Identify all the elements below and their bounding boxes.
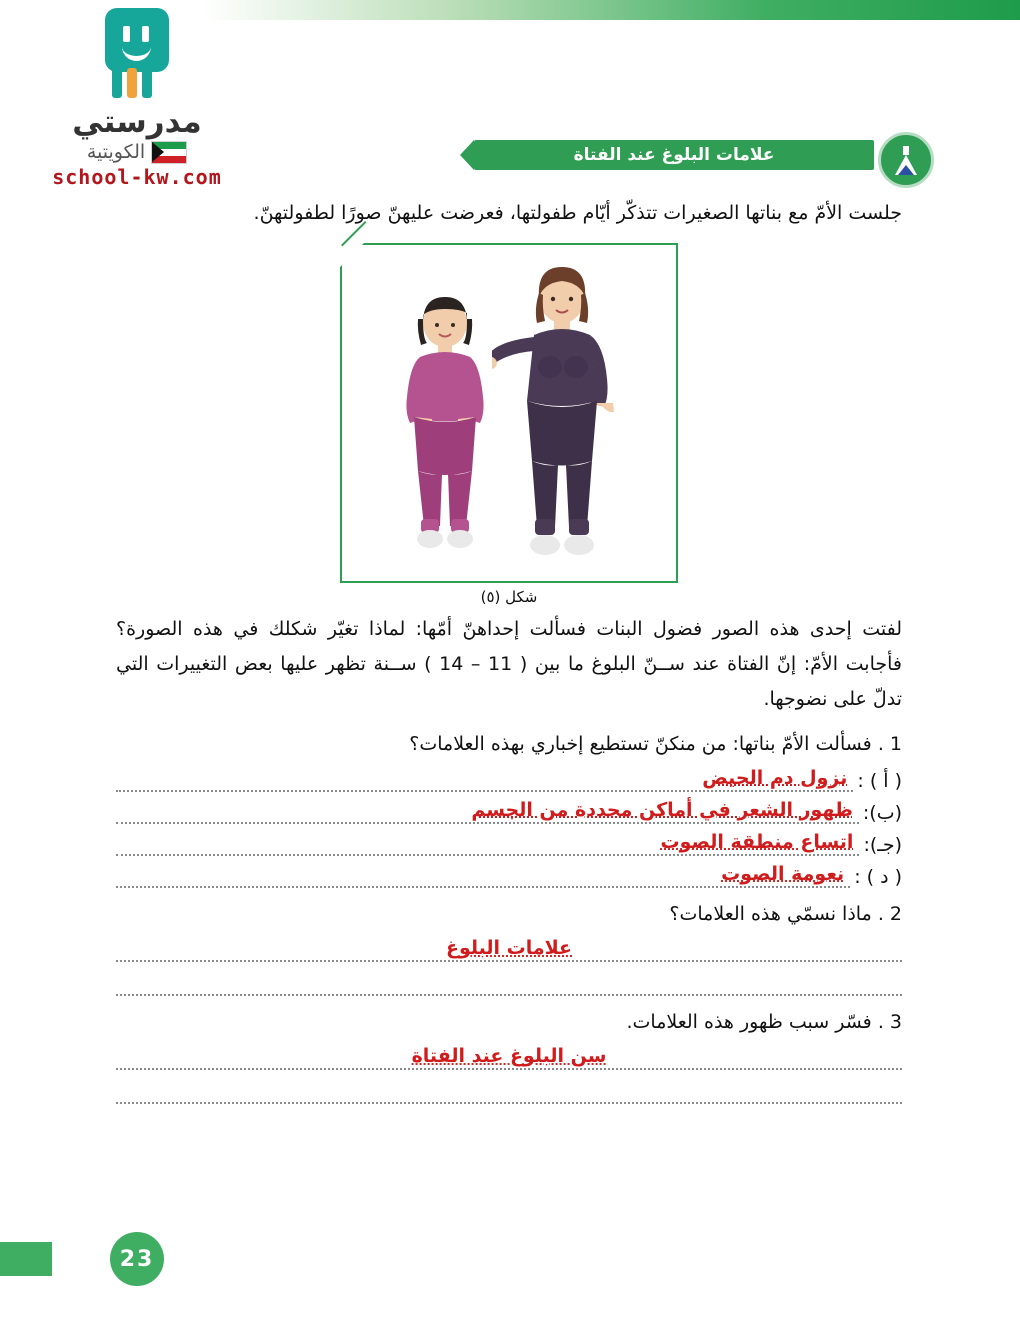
brand-url: school-kw.com: [52, 164, 222, 189]
answer-row-1c: [116, 826, 902, 856]
answer-field-1d[interactable]: [116, 864, 850, 888]
figure-block: [116, 243, 902, 606]
page-number-badge: 23: [110, 1232, 164, 1286]
question-2: [116, 898, 902, 930]
answer-text-1d: نعومة الصوت: [721, 862, 845, 885]
answer-text-3: سن البلوغ عند الفتاة: [411, 1045, 607, 1068]
answer-field-1b[interactable]: [116, 800, 859, 824]
figure-caption: شكل (٥): [480, 588, 538, 607]
brand-flag-row: [22, 141, 252, 164]
illustration-two-females: [342, 245, 676, 581]
brand-name: مدرستي: [72, 104, 202, 140]
site-watermark-logo: [22, 8, 252, 189]
answer-label-1d: ( د ) :: [854, 865, 902, 888]
answer-row-1a: [116, 762, 902, 792]
question-1-number: 1 .: [877, 732, 902, 755]
question-3-number: 3 .: [877, 1011, 902, 1034]
footer-green-strip: [0, 1242, 52, 1276]
answer-field-1a[interactable]: [116, 768, 853, 792]
woman-figure-icon: [492, 263, 632, 563]
bottom-white-band: [0, 1292, 1020, 1320]
question-3-text: فسّر سبب ظهور هذه العلامات.: [626, 1011, 872, 1034]
answer-row-1d: [116, 858, 902, 888]
answer-label-1b: (ب):: [862, 801, 902, 824]
figure-image: [340, 243, 678, 583]
answer-row-2: [116, 932, 902, 962]
answer-text-1b: ظهور الشعر في أماكن محددة من الجسم: [471, 798, 853, 821]
smiley-book-logo-icon: [94, 8, 180, 104]
question-3: [116, 1006, 902, 1038]
answer-field-2-extra[interactable]: [116, 964, 902, 996]
question-1: [116, 728, 902, 760]
answer-label-1c: (جـ):: [863, 833, 902, 856]
answer-row-3: [116, 1040, 902, 1070]
flask-icon: [878, 132, 934, 188]
answer-field-2[interactable]: [116, 938, 902, 962]
intro-paragraph: جلست الأمّ مع بناتها الصغيرات تتذكّر أيّام طفولتها، فعرضت عليهنّ صورًا لطفولتهنّ.: [253, 202, 902, 224]
kuwait-flag-icon: [151, 141, 187, 164]
answer-text-2: علامات البلوغ: [445, 937, 573, 960]
answer-field-1c[interactable]: [116, 832, 859, 856]
answer-text-1c: اتساع منطقة الصوت: [660, 830, 854, 853]
answer-label-1a: ( أ ) :: [857, 769, 902, 792]
brand-subtitle: الكويتية: [86, 140, 146, 163]
question-1-text: فسألت الأمّ بناتها: من منكنّ تستطيع إخباري بهذه العلامات؟: [409, 732, 872, 755]
question-2-number: 2 .: [877, 902, 902, 925]
question-2-text: ماذا نسمّي هذه العلامات؟: [669, 902, 872, 925]
page-title: علامات البلوغ عند الفتاة: [474, 140, 874, 170]
explanation-paragraph: لفتت إحدى هذه الصور فضول البنات فسألت إحداهنّ أمّها: لماذا تغيّر شكلك في هذه الصورة؟ فأجابت الأمّ: إنّ الفتاة عند ســنّ البلوغ ما بين ( 11 – 14 ) ســنة تظهر عليها بعض التغييرات التي تدلّ على نضوجها.: [116, 618, 902, 711]
answer-row-1b: [116, 794, 902, 824]
section-header: [394, 132, 934, 178]
answer-text-1a: نزول دم الحيض: [702, 766, 848, 789]
answer-field-3[interactable]: [116, 1046, 902, 1070]
answer-field-3-extra[interactable]: [116, 1072, 902, 1104]
lesson-content: [116, 196, 902, 1112]
girl-figure-icon: [390, 293, 500, 553]
